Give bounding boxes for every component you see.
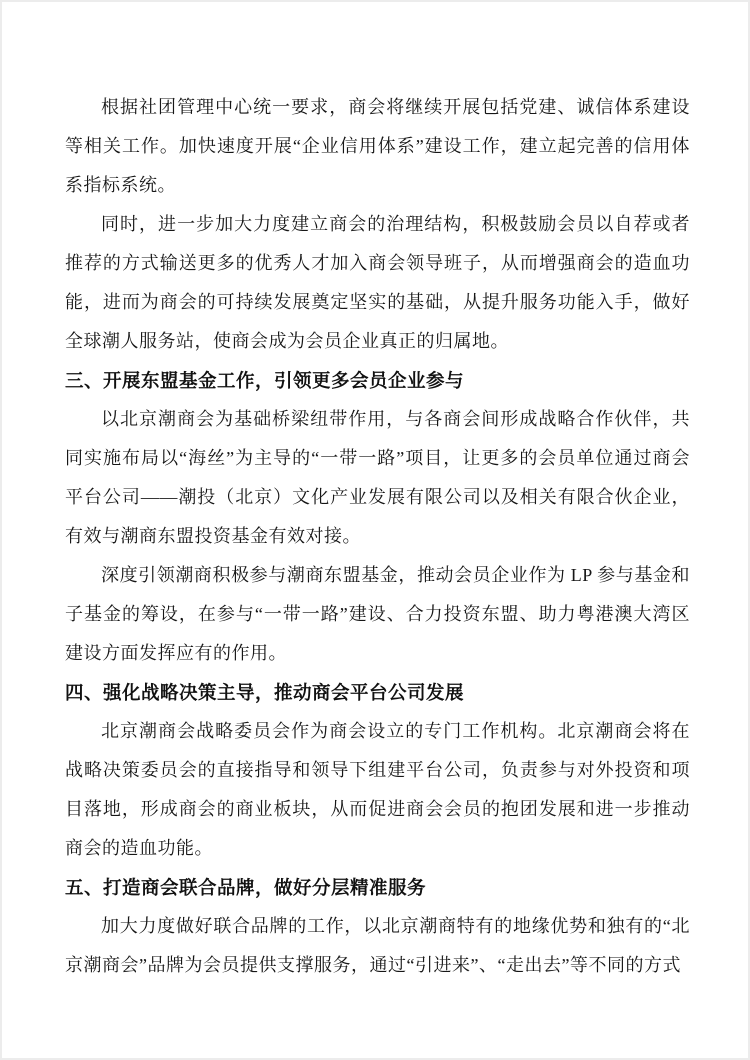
section-heading: 五、打造商会联合品牌，做好分层精准服务 — [65, 877, 427, 898]
section-heading: 三、开展东盟基金工作，引领更多会员企业参与 — [65, 370, 465, 391]
body-paragraph: 北京潮商会战略委员会作为商会设立的专门工作机构。北京潮商会将在战略决策委员会的直接指导和领导下组建平台公司，负责参与对外投资和项目落地，形成商会的商业板块，从而促进商会会员的抱团发展和进一步推动商会的造血功能。 — [65, 721, 690, 858]
body-paragraph: 同时，进一步加大力度建立商会的治理结构，积极鼓励会员以自荐或者推荐的方式输送更多的优秀人才加入商会领导班子，从而增强商会的造血功能，进而为商会的可持续发展奠定坚实的基础，从提升服务功能入手，做好全球潮人服务站，使商会成为会员企业真正的归属地。 — [65, 214, 690, 351]
body-paragraph: 根据社团管理中心统一要求，商会将继续开展包括党建、诚信体系建设等相关工作。加快速度开展“企业信用体系”建设工作，建立起完善的信用体系指标系统。 — [65, 97, 690, 195]
section-heading: 四、强化战略决策主导，推动商会平台公司发展 — [65, 682, 465, 703]
body-paragraph: 加大力度做好联合品牌的工作，以北京潮商特有的地缘优势和独有的“北京潮商会”品牌为会员提供支撑服务，通过“引进来”、“走出去”等不同的方式 — [65, 916, 690, 975]
document-content — [65, 88, 690, 985]
body-paragraph: 以北京潮商会为基础桥梁纽带作用，与各商会间形成战略合作伙伴，共同实施布局以“海丝”为主导的“一带一路”项目，让更多的会员单位通过商会平台公司——潮投（北京）文化产业发展有限公司以及相关有限合伙企业，有效与潮商东盟投资基金有效对接。 — [65, 409, 690, 546]
body-paragraph: 深度引领潮商积极参与潮商东盟基金，推动会员企业作为 LP 参与基金和子基金的筹设，在参与“一带一路”建设、合力投资东盟、助力粤港澳大湾区建设方面发挥应有的作用。 — [65, 565, 690, 663]
